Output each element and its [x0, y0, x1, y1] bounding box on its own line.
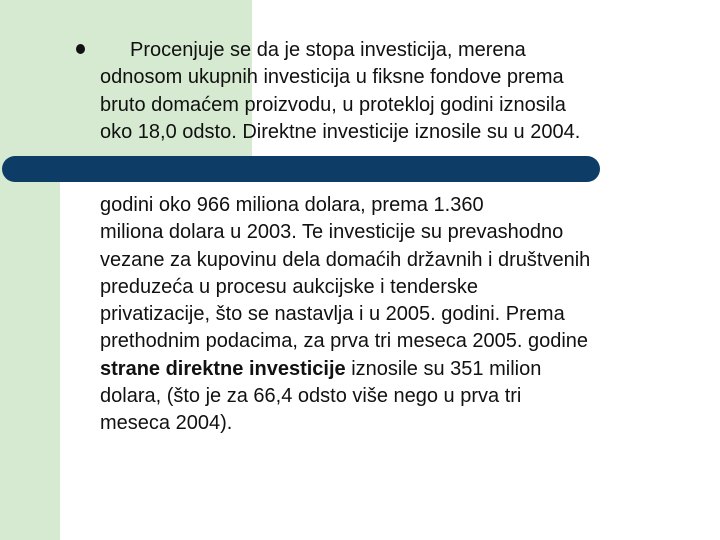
paragraph-1-line: bruto domaćem proizvodu, u protekloj godini iznosila: [100, 93, 566, 116]
paragraph-2-line-rest: iznosile su 351 milion: [345, 357, 542, 380]
paragraph-1: [100, 37, 580, 146]
paragraph-2-line: privatizacije, što se nastavlja i u 2005. godini. Prema: [100, 303, 565, 326]
paragraph-2: [100, 192, 590, 438]
bullet-icon: [76, 44, 85, 54]
paragraph-2-line: dolara, (što je za 66,4 odsto više nego u prva tri: [100, 385, 522, 408]
paragraph-1-line: Procenjuje se da je stopa investicija, merena: [130, 39, 526, 61]
paragraph-1-line: odnosom ukupnih investicija u fiksne fondove prema: [100, 66, 564, 89]
paragraph-2-line: prethodnim podacima, za prva tri meseca 2005. godine: [100, 330, 589, 353]
bold-phrase: strane direktne investicije: [100, 357, 346, 380]
paragraph-2-line: godini oko 966 miliona dolara, prema 1.360: [100, 194, 484, 216]
divider-bar: [2, 156, 600, 182]
paragraph-2-line: meseca 2004).: [100, 412, 233, 435]
paragraph-1-line: oko 18,0 odsto. Direktne investicije iznosile su u 2004.: [100, 120, 581, 143]
paragraph-2-line: preduzeća u procesu aukcijske i tenderske: [100, 275, 478, 298]
paragraph-2-line: miliona dolara u 2003. Te investicije su prevashodno: [100, 221, 564, 244]
paragraph-2-line: vezane za kupovinu dela domaćih državnih i društvenih: [100, 248, 591, 271]
